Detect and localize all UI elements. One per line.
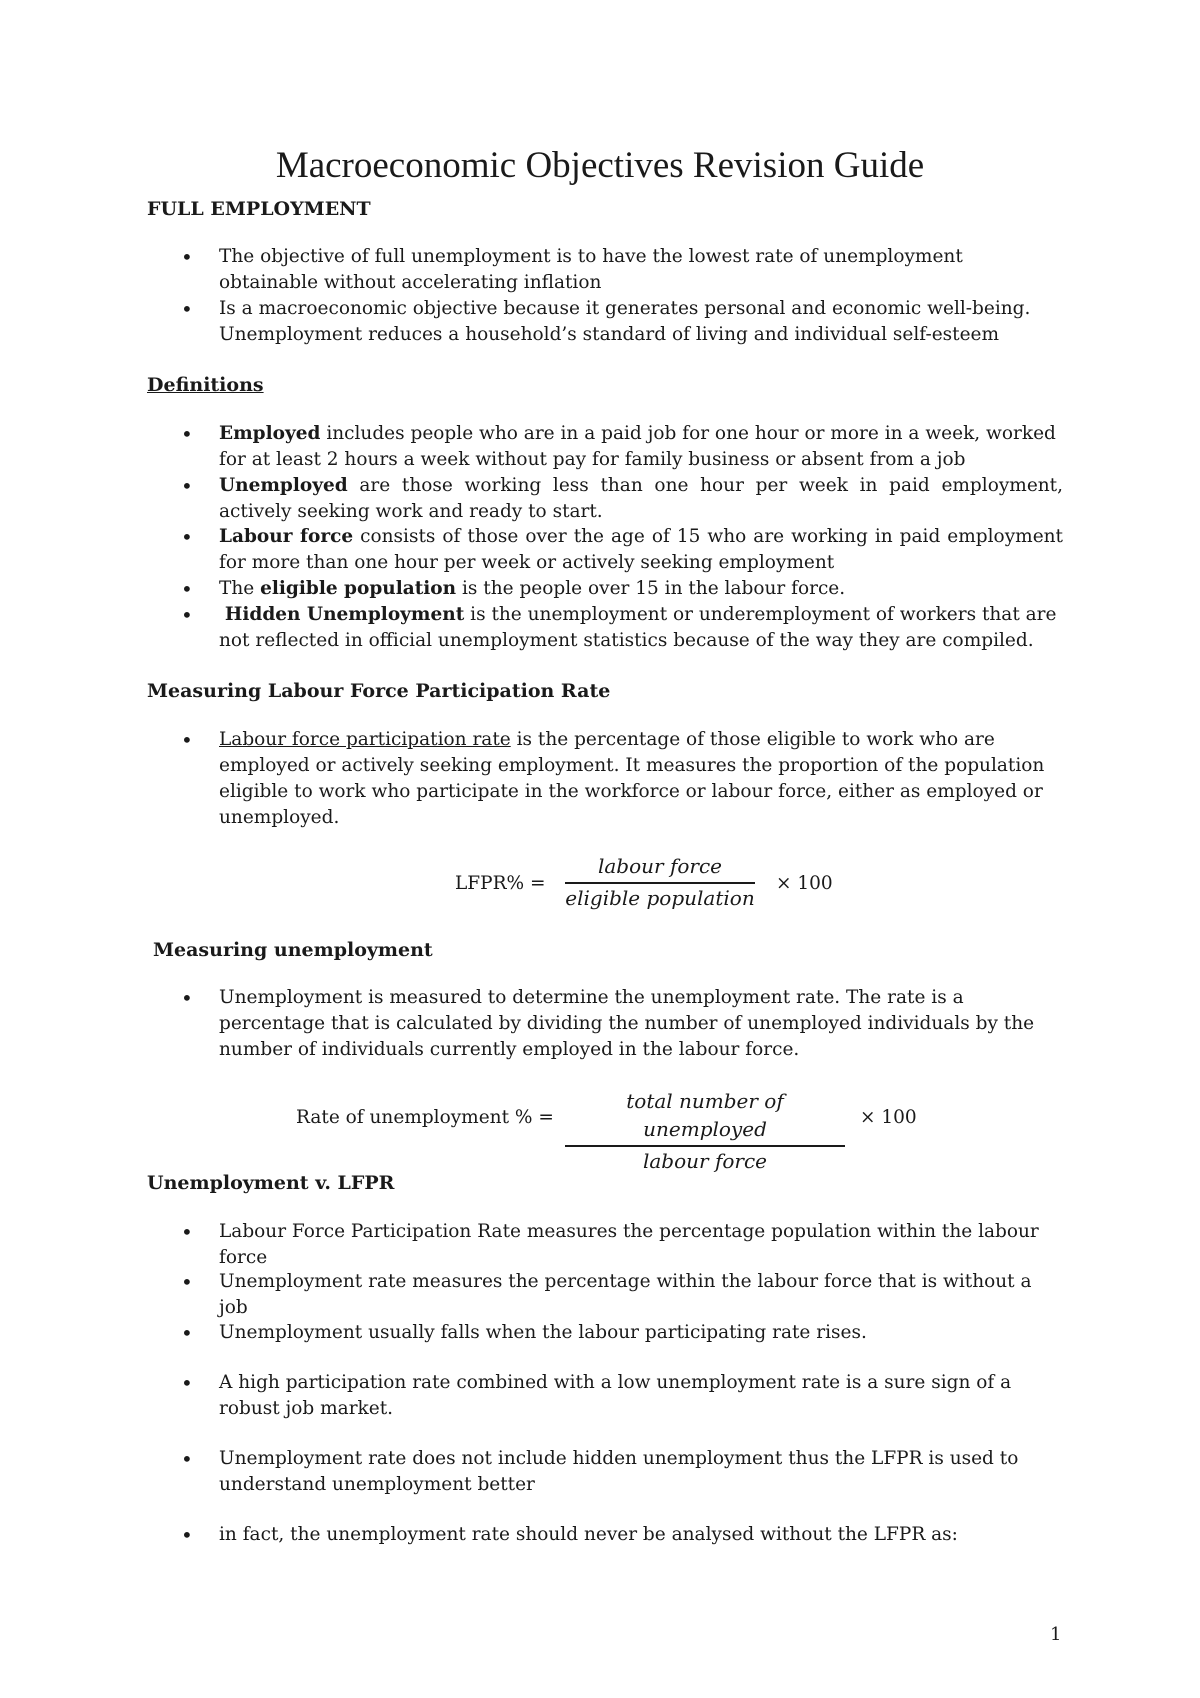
heading-unemployment-vs-lfpr: Unemployment v. LFPR [147,1172,395,1194]
unemployment-denominator: labour force [642,1149,767,1173]
list-item [183,1522,1063,1548]
bullet-icon: • [181,245,193,269]
bullet-icon: • [181,577,193,601]
bullet-text: Is a macroeconomic objective because it generates personal and economic well-being. Unemployment reduces a household’s standard of living and individual self-esteem [219,298,1031,345]
lfpr-multiplier: × 100 [776,873,833,894]
unemployment-fraction [565,1087,845,1175]
list-item [183,985,1063,1063]
lfpr-text: is the percentage of those eligible to work who are employed or actively seeking employment. It measures the proportion of the population eligible to work who participate in the workforce or labour force, either as employed or unemployed. [219,729,1045,828]
definition-term: Employed [219,423,321,444]
definition-prefix: The [219,578,261,599]
bullet-text: in fact, the unemployment rate should never be analysed without the LFPR as: [219,1524,958,1545]
definition-text: includes people who are in a paid job for one hour or more in a week, worked for at least 2 hours a week without pay for family business or absent from a job [219,423,1056,470]
heading-measuring-unemployment: Measuring unemployment [153,939,433,961]
bullet-icon: • [181,1371,193,1395]
definition-text: is the people over 15 in the labour force. [456,578,846,599]
list-item [183,524,1063,576]
list-item [183,1370,1063,1422]
unemployment-multiplier: × 100 [860,1107,917,1128]
page-title: Macroeconomic Objectives Revision Guide [275,145,925,186]
lfpr-term: Labour force participation rate [219,729,511,750]
bullet-text: A high participation rate combined with a low unemployment rate is a sure sign of a robust job market. [219,1372,1012,1419]
definition-text: are those working less than one hour per week in paid employment, actively seeking work and ready to start. [219,475,1063,522]
heading-definitions: Definitions [147,374,264,396]
page-number: 1 [1050,1624,1062,1645]
lfpr-fraction [565,852,755,912]
list-item [183,1269,1063,1321]
unemployment-formula-label: Rate of unemployment % = [296,1107,554,1128]
definition-text: is the unemployment or underemployment of workers that are not reflected in official unemployment statistics because of the way they are compiled. [219,604,1057,651]
bullet-text: The objective of full unemployment is to have the lowest rate of unemployment obtainable without accelerating inflation [219,246,963,293]
heading-measuring-lfpr: Measuring Labour Force Participation Rate [147,680,611,702]
definition-term: eligible population [260,578,457,599]
list-item [183,1446,1063,1498]
bullet-icon: • [181,525,193,549]
bullet-icon: • [181,297,193,321]
bullet-icon: • [181,422,193,446]
unemployment-numerator: total number of unemployed [626,1089,784,1141]
bullet-text: Unemployment is measured to determine the unemployment rate. The rate is a percentage that is calculated by dividing the number of unemployed individuals by the number of individuals currently employed in the labour force. [219,987,1035,1060]
lfpr-denominator: eligible population [565,886,755,910]
lfpr-formula-label: LFPR% = [455,873,546,894]
bullet-icon: • [181,474,193,498]
bullet-text: Unemployment rate does not include hidden unemployment thus the LFPR is used to understand unemployment better [219,1448,1019,1495]
list-item [183,473,1063,525]
list-item [183,1219,1063,1271]
bullet-icon: • [181,1270,193,1294]
list-item [183,1320,1063,1346]
list-item [183,296,1063,348]
list-item [183,602,1063,654]
bullet-icon: • [181,603,193,627]
definition-text: consists of those over the age of 15 who are working in paid employment for more than one hour per week or actively seeking employment [219,526,1063,573]
bullet-text: Unemployment usually falls when the labour participating rate rises. [219,1322,867,1343]
definition-term: Hidden Unemployment [224,604,465,625]
definition-term: Unemployed [219,475,348,496]
bullet-text: Labour Force Participation Rate measures the percentage population within the labour force [219,1221,1039,1268]
bullet-icon: • [181,1523,193,1547]
bullet-icon: • [181,986,193,1010]
heading-full-employment: FULL EMPLOYMENT [147,198,371,220]
list-item [183,576,1063,602]
bullet-icon: • [181,1321,193,1345]
lfpr-numerator: labour force [597,854,722,878]
bullet-icon: • [181,1447,193,1471]
definition-term: Labour force [219,526,354,547]
bullet-icon: • [181,1220,193,1244]
list-item [183,727,1063,831]
list-item [183,244,1063,296]
list-item [183,421,1063,473]
bullet-text: Unemployment rate measures the percentage within the labour force that is without a job [219,1271,1032,1318]
bullet-icon: • [181,728,193,752]
